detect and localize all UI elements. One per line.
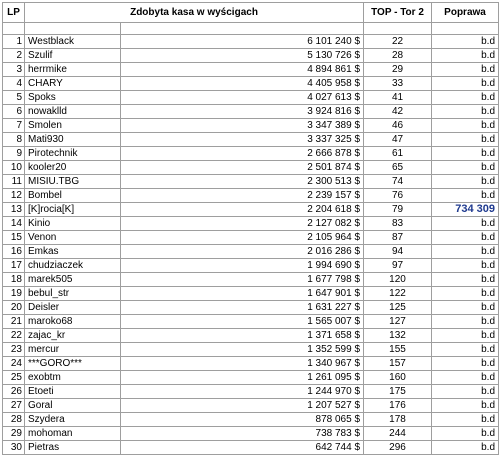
- row-top-rank: 157: [364, 357, 432, 371]
- row-amount: 3 347 389 $: [121, 119, 364, 133]
- row-amount: 3 337 325 $: [121, 133, 364, 147]
- row-lp: 22: [3, 329, 25, 343]
- table-row: [3, 175, 499, 189]
- row-poprawa: b.d: [432, 35, 499, 49]
- row-name: Venon: [25, 231, 121, 245]
- row-top-rank: 47: [364, 133, 432, 147]
- row-top-rank: 127: [364, 315, 432, 329]
- row-name: mohoman: [25, 427, 121, 441]
- row-amount: 738 783 $: [121, 427, 364, 441]
- row-top-rank: 42: [364, 105, 432, 119]
- spacer-cell: [25, 23, 121, 35]
- row-name: nowaklld: [25, 105, 121, 119]
- row-name: MISIU.TBG: [25, 175, 121, 189]
- row-lp: 25: [3, 371, 25, 385]
- row-poprawa: b.d: [432, 357, 499, 371]
- row-poprawa: b.d: [432, 385, 499, 399]
- row-poprawa: b.d: [432, 217, 499, 231]
- row-name: Smolen: [25, 119, 121, 133]
- row-top-rank: 83: [364, 217, 432, 231]
- table-row: [3, 399, 499, 413]
- row-name: ***GORO***: [25, 357, 121, 371]
- row-name: Mati930: [25, 133, 121, 147]
- row-amount: 2 016 286 $: [121, 245, 364, 259]
- row-amount: 2 239 157 $: [121, 189, 364, 203]
- row-amount: 1 261 095 $: [121, 371, 364, 385]
- row-top-rank: 79: [364, 203, 432, 217]
- row-top-rank: 94: [364, 245, 432, 259]
- row-lp: 5: [3, 91, 25, 105]
- row-lp: 30: [3, 441, 25, 455]
- row-lp: 10: [3, 161, 25, 175]
- row-name: Szydera: [25, 413, 121, 427]
- row-amount: 4 027 613 $: [121, 91, 364, 105]
- ranking-table: [2, 2, 499, 455]
- row-lp: 24: [3, 357, 25, 371]
- table-row: [3, 329, 499, 343]
- row-top-rank: 120: [364, 273, 432, 287]
- table-row: [3, 287, 499, 301]
- row-amount: 3 924 816 $: [121, 105, 364, 119]
- row-amount: 1 994 690 $: [121, 259, 364, 273]
- row-name: maroko68: [25, 315, 121, 329]
- row-lp: 4: [3, 77, 25, 91]
- row-top-rank: 22: [364, 35, 432, 49]
- row-lp: 12: [3, 189, 25, 203]
- row-lp: 7: [3, 119, 25, 133]
- row-name: Bombel: [25, 189, 121, 203]
- spacer-cell: [3, 23, 25, 35]
- row-amount: 4 405 958 $: [121, 77, 364, 91]
- row-name: bebul_str: [25, 287, 121, 301]
- row-top-rank: 28: [364, 49, 432, 63]
- row-amount: 1 340 967 $: [121, 357, 364, 371]
- row-name: [K]rocia[K]: [25, 203, 121, 217]
- row-poprawa: b.d: [432, 259, 499, 273]
- table-row: [3, 133, 499, 147]
- spacer-cell: [121, 23, 364, 35]
- row-top-rank: 125: [364, 301, 432, 315]
- table-row: [3, 385, 499, 399]
- row-lp: 16: [3, 245, 25, 259]
- row-poprawa: b.d: [432, 231, 499, 245]
- row-top-rank: 41: [364, 91, 432, 105]
- row-lp: 2: [3, 49, 25, 63]
- row-top-rank: 160: [364, 371, 432, 385]
- row-lp: 15: [3, 231, 25, 245]
- row-amount: 2 666 878 $: [121, 147, 364, 161]
- row-top-rank: 176: [364, 399, 432, 413]
- row-amount: 2 127 082 $: [121, 217, 364, 231]
- row-name: CHARY: [25, 77, 121, 91]
- table-row: [3, 77, 499, 91]
- table-row: [3, 35, 499, 49]
- spacer-cell: [432, 23, 499, 35]
- header-row: [3, 3, 499, 23]
- row-top-rank: 132: [364, 329, 432, 343]
- row-poprawa: b.d: [432, 329, 499, 343]
- row-top-rank: 122: [364, 287, 432, 301]
- row-name: Deisler: [25, 301, 121, 315]
- row-amount: 4 894 861 $: [121, 63, 364, 77]
- row-poprawa: b.d: [432, 287, 499, 301]
- row-name: Spoks: [25, 91, 121, 105]
- row-poprawa: b.d: [432, 147, 499, 161]
- row-poprawa: b.d: [432, 49, 499, 63]
- row-name: Pietras: [25, 441, 121, 455]
- header-lp: LP: [3, 3, 25, 23]
- row-name: mercur: [25, 343, 121, 357]
- header-poprawa: Poprawa: [432, 3, 499, 23]
- row-poprawa: b.d: [432, 427, 499, 441]
- row-lp: 13: [3, 203, 25, 217]
- table-row: [3, 63, 499, 77]
- row-top-rank: 65: [364, 161, 432, 175]
- row-lp: 14: [3, 217, 25, 231]
- row-lp: 20: [3, 301, 25, 315]
- row-poprawa: 734 309: [432, 203, 499, 217]
- table-row: [3, 203, 499, 217]
- row-poprawa: b.d: [432, 119, 499, 133]
- table-row: [3, 147, 499, 161]
- row-poprawa: b.d: [432, 315, 499, 329]
- row-amount: 642 744 $: [121, 441, 364, 455]
- row-poprawa: b.d: [432, 371, 499, 385]
- table-row: [3, 315, 499, 329]
- table-row: [3, 49, 499, 63]
- row-poprawa: b.d: [432, 161, 499, 175]
- table-row: [3, 189, 499, 203]
- row-name: Emkas: [25, 245, 121, 259]
- table-row: [3, 217, 499, 231]
- row-amount: 1 631 227 $: [121, 301, 364, 315]
- spacer-row: [3, 23, 499, 35]
- row-lp: 29: [3, 427, 25, 441]
- row-top-rank: 296: [364, 441, 432, 455]
- table-row: [3, 427, 499, 441]
- row-name: Kinio: [25, 217, 121, 231]
- row-top-rank: 97: [364, 259, 432, 273]
- row-amount: 1 371 658 $: [121, 329, 364, 343]
- row-poprawa: b.d: [432, 399, 499, 413]
- row-amount: 2 105 964 $: [121, 231, 364, 245]
- row-amount: 1 207 527 $: [121, 399, 364, 413]
- table-row: [3, 105, 499, 119]
- row-top-rank: 61: [364, 147, 432, 161]
- row-top-rank: 76: [364, 189, 432, 203]
- row-name: Szulif: [25, 49, 121, 63]
- row-amount: 5 130 726 $: [121, 49, 364, 63]
- table-row: [3, 245, 499, 259]
- row-lp: 27: [3, 399, 25, 413]
- row-name: herrmike: [25, 63, 121, 77]
- row-top-rank: 46: [364, 119, 432, 133]
- row-name: Goral: [25, 399, 121, 413]
- row-name: Pirotechnik: [25, 147, 121, 161]
- spacer-cell: [364, 23, 432, 35]
- table-row: [3, 441, 499, 455]
- row-poprawa: b.d: [432, 63, 499, 77]
- row-lp: 28: [3, 413, 25, 427]
- row-poprawa: b.d: [432, 343, 499, 357]
- row-lp: 23: [3, 343, 25, 357]
- header-kasa: Zdobyta kasa w wyścigach: [25, 3, 364, 23]
- row-amount: 1 244 970 $: [121, 385, 364, 399]
- table-row: [3, 91, 499, 105]
- table-row: [3, 371, 499, 385]
- row-poprawa: b.d: [432, 105, 499, 119]
- row-name: exobtm: [25, 371, 121, 385]
- row-poprawa: b.d: [432, 441, 499, 455]
- row-lp: 8: [3, 133, 25, 147]
- row-top-rank: 244: [364, 427, 432, 441]
- row-amount: 2 204 618 $: [121, 203, 364, 217]
- row-amount: 1 352 599 $: [121, 343, 364, 357]
- table-row: [3, 119, 499, 133]
- header-top: TOP - Tor 2: [364, 3, 432, 23]
- row-top-rank: 29: [364, 63, 432, 77]
- row-poprawa: b.d: [432, 189, 499, 203]
- row-lp: 9: [3, 147, 25, 161]
- row-name: Westblack: [25, 35, 121, 49]
- table-row: [3, 357, 499, 371]
- row-lp: 3: [3, 63, 25, 77]
- table-row: [3, 343, 499, 357]
- row-lp: 11: [3, 175, 25, 189]
- table-row: [3, 273, 499, 287]
- table-row: [3, 301, 499, 315]
- row-poprawa: b.d: [432, 245, 499, 259]
- table-row: [3, 413, 499, 427]
- row-top-rank: 87: [364, 231, 432, 245]
- row-poprawa: b.d: [432, 413, 499, 427]
- row-top-rank: 74: [364, 175, 432, 189]
- row-amount: 6 101 240 $: [121, 35, 364, 49]
- row-name: marek505: [25, 273, 121, 287]
- row-poprawa: b.d: [432, 77, 499, 91]
- row-lp: 19: [3, 287, 25, 301]
- row-poprawa: b.d: [432, 91, 499, 105]
- row-top-rank: 175: [364, 385, 432, 399]
- table-row: [3, 259, 499, 273]
- row-lp: 17: [3, 259, 25, 273]
- row-poprawa: b.d: [432, 301, 499, 315]
- row-amount: 1 677 798 $: [121, 273, 364, 287]
- row-name: chudziaczek: [25, 259, 121, 273]
- row-top-rank: 178: [364, 413, 432, 427]
- row-amount: 878 065 $: [121, 413, 364, 427]
- row-name: Etoeti: [25, 385, 121, 399]
- row-lp: 6: [3, 105, 25, 119]
- row-amount: 2 501 874 $: [121, 161, 364, 175]
- row-top-rank: 155: [364, 343, 432, 357]
- row-poprawa: b.d: [432, 273, 499, 287]
- row-poprawa: b.d: [432, 175, 499, 189]
- row-name: kooler20: [25, 161, 121, 175]
- table-row: [3, 231, 499, 245]
- row-lp: 26: [3, 385, 25, 399]
- row-name: zajac_kr: [25, 329, 121, 343]
- row-amount: 1 565 007 $: [121, 315, 364, 329]
- row-lp: 21: [3, 315, 25, 329]
- row-poprawa: b.d: [432, 133, 499, 147]
- table-row: [3, 161, 499, 175]
- row-top-rank: 33: [364, 77, 432, 91]
- row-lp: 1: [3, 35, 25, 49]
- row-amount: 1 647 901 $: [121, 287, 364, 301]
- row-lp: 18: [3, 273, 25, 287]
- row-amount: 2 300 513 $: [121, 175, 364, 189]
